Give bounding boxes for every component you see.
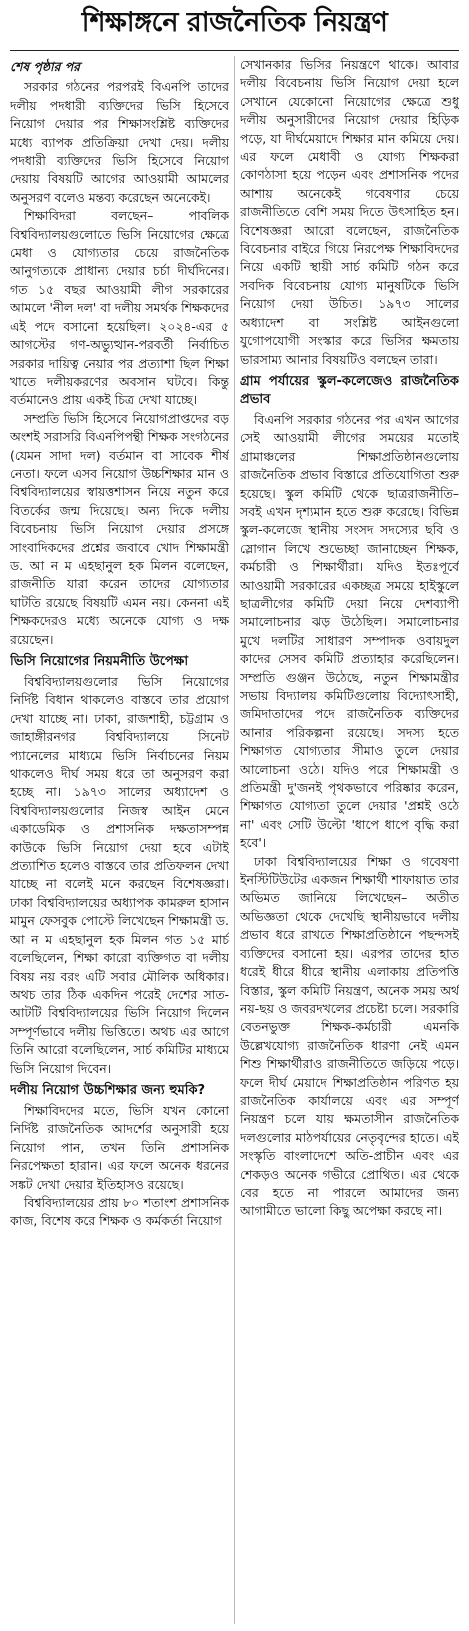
subheading: দলীয় নিয়োগ উচ্চশিক্ষার জন্য হুমকি? xyxy=(10,1082,206,1098)
paragraph: বিএনপি সরকার গঠনের পর এখন আগের সেই আওয়ামী লীগের সময়ের মতোই গ্রামাঞ্চলের শিক্ষাপ্রতিষ্ঠানগুলোয় রাজনৈতিক প্রভাব বিস্তারে প্রতিযোগিতা শুরু হয়েছে। স্কুল কমিটি থেকে ছাত্ররাজনীতি– সবই এখন দৃশ্যমান হতে শুরু করেছে। বিভিন্ন স্কুল-কলেজে স্থানীয় সংসদ সদস্যের ছবি ও স্লোগান লিখে শুভেচ্ছা জানাচ্ছেন শিক্ষক, কর্মচারী ও শিক্ষার্থীরা। যদিও ইতঃপূর্বে আওয়ামী সরকারের একচ্ছত্র সময়ে হাইস্কুলে ছাত্রলীগের কমিটি দেয়া নিয়ে দেশব্যাপী সমালোচনার ঝড় উঠেছিল। সমালোচনার মুখে দলটির সাধারণ সম্পাদক ওবায়দুল কাদের সেসব কমিটি প্রত্যাহার করেছিলেন। সম্প্রতি গুঞ্জন উঠেছে, নতুন শিক্ষামন্ত্রীর সভায় বিদ্যালয় কমিটিগুলোয় বিদ্যোৎসাহী, জমিদাতাদের পদে রাজনৈতিক ব্যক্তিদের আনার পরিকল্পনা রয়েছে। সদস্য হতে শিক্ষাগত যোগ্যতার সীমাও তুলে দেয়ার আলোচনা ওঠে। যদিও পরে শিক্ষামন্ত্রী ও প্রতিমন্ত্রী দু'জনই পৃথকভাবে পরিষ্কার করেন, শিক্ষাগত যোগ্যতা তুলে দেয়ার 'প্রশ্নই ওঠে না' এবং সেটি উল্টো 'ধাপে ধাপে বৃদ্ধি করা হবে'। xyxy=(240,411,459,851)
continued-from-label: শেষ পৃষ্ঠার পর xyxy=(10,59,80,74)
paragraph: বিশ্ববিদ্যালয়ের প্রায় ৮০ শতাংশ প্রশাসনিক কাজ, বিশেষ করে শিক্ষক ও কর্মকর্তা নিয়োগ xyxy=(10,1194,229,1229)
paragraph: শিক্ষাবিদরা বলছেন– পাবলিক বিশ্ববিদ্যালয়গুলোতে ভিসি নিয়োগের ক্ষেত্রে মেধা ও যোগ্যতার চেয়ে রাজনৈতিক আনুগত্যকে প্রাধান্য দেয়ার চর্চা দীর্ঘদিনের। গত ১৫ বছর আওয়ামী লীগ সরকারের আমলে 'নীল দল' বা দলীয় সমর্থক শিক্ষকদের এই পদে বসানো হয়েছিল। ২০২৪-এর ৫ আগস্টের গণ-অভ্যুত্থান-পরবর্তী নির্বাচিত সরকার দায়িত্ব নেয়ার পর প্রত্যাশা ছিল শিক্ষা খাতে দলীয়করণের অবসান ঘটবে। কিন্তু বর্তমানেও প্রায় একই চিত্র দেখা যাচ্ছে। xyxy=(10,208,229,408)
paragraph: ঢাকা বিশ্ববিদ্যালয়ের শিক্ষা ও গবেষণা ইনস্টিটিউটের একজন শিক্ষার্থী শাফায়াত তার অভিমত জানিয়ে লিখেছেন– অতীত অভিজ্ঞতা থেকে দেখেছি স্থানীয়ভাবে দলীয় প্রভাব ধরে রাখতে শিক্ষাপ্রতিষ্ঠানে পছন্দসই ব্যক্তিদের বসানো হয়। এরপর তাদের হাত ধরেই ধীরে ধীরে স্থানীয় এলাকায় প্রতিপত্তি বিস্তার, স্কুল কমিটি নিয়ন্ত্রণ, অনেক সময় অর্থ নয়-ছয় ও জবরদখলের প্রচেষ্টা চলে। সরকারি বেতনভুক্ত শিক্ষক-কর্মচারী এমনকি উল্লেখযোগ্য রাজনৈতিক ধারণা নেই এমন শিশু শিক্ষার্থীরাও রাজনীতিতে জড়িয়ে পড়ে। ফলে দীর্ঘ মেয়াদে শিক্ষাপ্রতিষ্ঠান পরিণত হয় রাজনৈতিক কার্যালয়ে এবং এর সম্পূর্ণ নিয়ন্ত্রণ চলে যায় ক্ষমতাসীন রাজনৈতিক দলগুলোর মাঠপর্যায়ের নেতৃবৃন্দের হাতে। এই সংস্কৃতি বাংলাদেশে অতি-প্রাচীন এবং এর শেকড়ও অনেক গভীরে প্রোথিত। এর থেকে বের হতে না পারলে আমাদের জন্য আগামীতে ভালো কিছু অপেক্ষা করছে না। xyxy=(240,853,459,1219)
right-column xyxy=(240,56,459,1626)
subheading: ভিসি নিয়োগের নিয়মনীতি উপেক্ষা xyxy=(10,654,189,669)
paragraph: সেখানকার ভিসির নিয়ন্ত্রণে থাকে। আবার দলীয় বিবেচনায় ভিসি নিয়োগ দেয়া হলে সেখানে যেকোনো নিয়োগের ক্ষেত্রে শুধু দলীয় অনুসারীদের নিয়োগ দেয়ার হিড়িক পড়ে, যা দীর্ঘমেয়াদে শিক্ষার মান কমিয়ে দেয়। এর ফলে মেধাবী ও যোগ্য শিক্ষকরা কোণঠাসা হয়ে পড়েন এবং প্রশাসনিক পদের আশায় অনেকেই গবেষণার চেয়ে রাজনীতিতে বেশি সময় দিতে উৎসাহিত হন। বিশেষজ্ঞরা আরো বলেছেন, রাজনৈতিক বিবেচনার বাইরে গিয়ে নিরপেক্ষ শিক্ষাবিদদের নিয়ে একটি স্থায়ী সার্চ কমিটি গঠন করে সবদিক বিবেচনায় যোগ্য মানুষটিকে ভিসি নিয়োগ দেয়া উচিত। ১৯৭৩ সালের অধ্যাদেশ বা সংশ্লিষ্ট আইনগুলো যুগোপযোগী সংস্কার করে ভিসির ক্ষমতায় ভারসাম্য আনার বিষয়টিও বলছেন তারা। xyxy=(240,57,459,367)
column-divider xyxy=(234,56,235,1624)
paragraph: সরকার গঠনের পরপরই বিএনপি তাদের দলীয় পদধারী ব্যক্তিদের ভিসি হিসেবে নিয়োগ দেয়ার পর শিক্ষাসংশ্লিষ্ট ব্যক্তিদের মধ্যে ব্যাপক প্রতিক্রিয়া দেখা দেয়। দলীয় পদধারী ব্যক্তিদের ভিসি হিসেবে নিয়োগ দেয়ায় বিষয়টি আগের আওয়ামী আমলের অনুসরণ বলেও মন্তব্য করেছেন অনেকেই। xyxy=(10,79,229,205)
paragraph: বিশ্ববিদ্যালয়গুলোর ভিসি নিয়োগের নির্দিষ্ট বিধান থাকলেও বাস্তবে তার প্রয়োগ দেখা যাচ্ছে না। ঢাকা, রাজশাহী, চট্টগ্রাম ও জাহাঙ্গীরনগর বিশ্ববিদ্যালয়ে সিনেট প্যানেলের মাধ্যমে ভিসি নির্বাচনের নিয়ম থাকলেও দীর্ঘ সময় ধরে তা অনুসরণ করা হচ্ছে না। ১৯৭৩ সালের অধ্যাদেশ ও বিশ্ববিদ্যালয়গুলোর নিজস্ব আইন মেনে একাডেমিক ও প্রশাসনিক দক্ষতাসম্পন্ন কাউকে ভিসি নিয়োগ দেয়া হবে এটাই প্রত্যাশিত হলেও বাস্তবে তার প্রতিফলন দেখা যাচ্ছে না বলেই মনে করছেন বিশেষজ্ঞরা। ঢাকা বিশ্ববিদ্যালয়ের অধ্যাপক কামরুল হাসান মামুন ফেসবুক পোস্টে লিখেছেন শিক্ষামন্ত্রী ড. আ ন ম এহছানুল হক মিলন গত ১৫ মার্চ বলেছিলেন, শিক্ষা কারো ব্যক্তিগত বা দলীয় বিষয় নয় বরং এটি সবার মৌলিক অধিকার। অথচ তার ঠিক একদিন পরেই দেশের সাত-আটটি বিশ্ববিদ্যালয়ের ভিসি নিয়োগ দিলেন সম্পূর্ণভাবে দলীয় ভিত্তিতে। অথচ এর আগে তিনি আরো বলেছিলেন, সার্চ কমিটির মাধ্যমে ভিসি নিয়োগ দিবেন। xyxy=(10,674,229,1076)
headline-rule xyxy=(10,50,459,51)
subheading: গ্রাম পর্যায়ের স্কুল-কলেজেও রাজনৈতিক প্রভাব xyxy=(240,373,459,407)
left-column xyxy=(10,56,229,1626)
headline: শিক্ষাঙ্গনে রাজনৈতিক নিয়ন্ত্রণ xyxy=(81,6,388,38)
paragraph: শিক্ষাবিদদের মতে, ভিসি যখন কোনো নির্দিষ্ট রাজনৈতিক আদর্শের অনুসারী হয়ে নিয়োগ পান, তখন তিনি প্রশাসনিক নিরপেক্ষতা হারান। এর ফলে অনেক ধরনের সঙ্কট দেখা দেয়ার ইতিহাসও রয়েছে। xyxy=(10,1102,229,1192)
paragraph: সম্প্রতি ভিসি হিসেবে নিয়োগপ্রাপ্তদের বড় অংশই সরাসরি বিএনপিপন্থী শিক্ষক সংগঠনের (যেমন সাদা দল) বর্তমান বা সাবেক শীর্ষ নেতা। ফলে এসব নিয়োগ উচ্চশিক্ষার মান ও বিশ্ববিদ্যালয়ের স্বায়ত্তশাসন নিয়ে নতুন করে বিতর্কের জন্ম দিয়েছে। অন্য দিকে দলীয় বিবেচনায় ভিসি নিয়োগ দেয়ার প্রসঙ্গে সাংবাদিকদের প্রশ্নের জবাবে খোদ শিক্ষামন্ত্রী ড. আ ন ম এহছানুল হক মিলন বলেছেন, রাজনীতি যারা করেন তাদের যোগ্যতার ঘাটতি রয়েছে বিষয়টি এমন নয়। কেননা এই শিক্ষকদেরও মধ্যে অনেকে যোগ্য ও দক্ষ রয়েছেন। xyxy=(10,410,229,647)
